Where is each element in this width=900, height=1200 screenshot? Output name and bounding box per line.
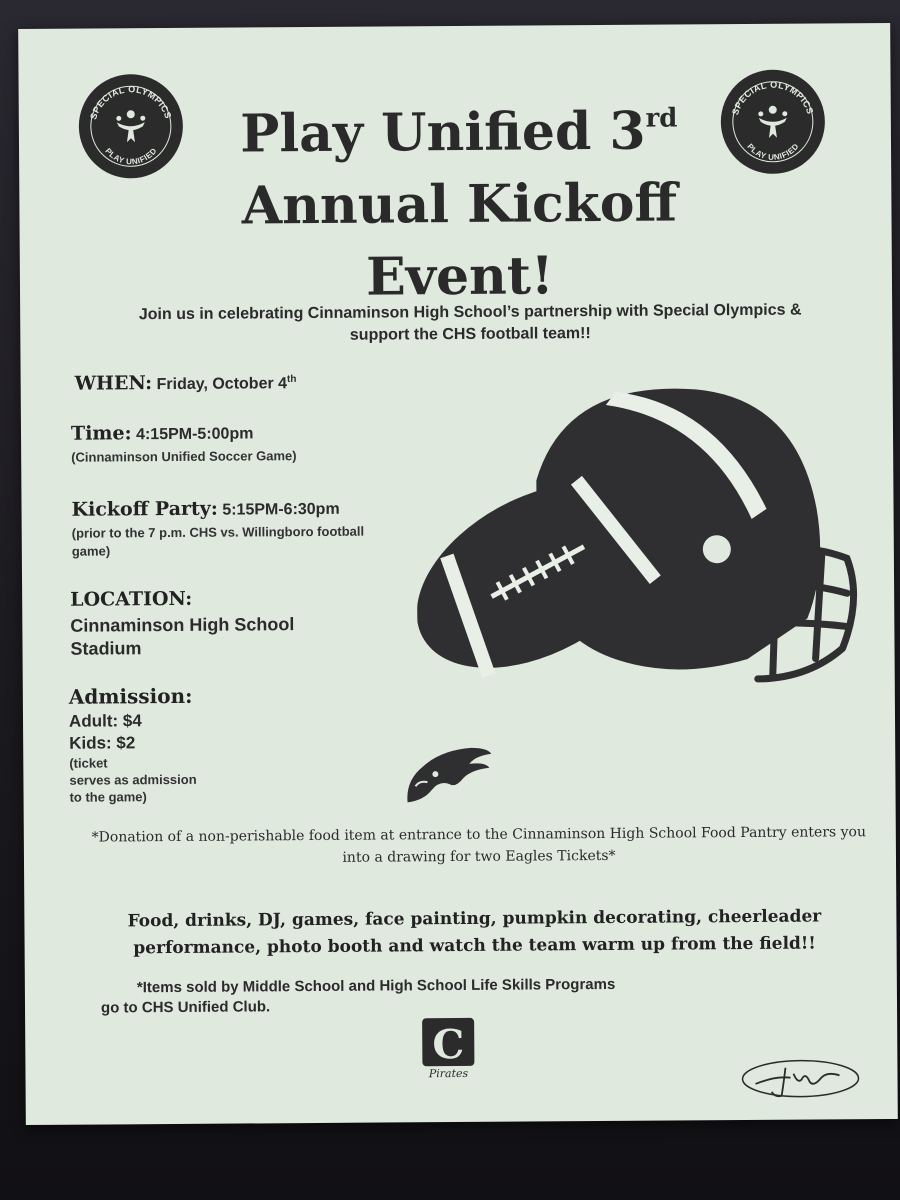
kids-price: Kids: $2 [69,733,136,753]
signature-icon [735,1053,865,1104]
time-value: 4:15PM-5:00pm [135,425,254,444]
location-value: Cinnaminson High School Stadium [70,614,295,659]
title-line-2: Annual Kickoff [241,172,678,237]
time-note: (Cinnaminson Unified Soccer Game) [71,448,297,465]
kickoff-label: Kickoff Party: [71,497,218,521]
adult-price: Adult: $4 [68,711,142,731]
admission-prices [69,710,142,755]
time-row [71,421,254,444]
flyer [18,23,898,1125]
logo-bottom-text: PLAY UNIFIED [103,146,159,167]
time-label: Time: [70,422,132,445]
school-logo-script: Pirates [428,1066,469,1081]
title-line-1: Play Unified 3rd [240,100,678,165]
kickoff-row [71,497,339,521]
admission-label: Admission: [68,683,193,709]
school-logo-icon [420,1016,476,1080]
event-title [169,82,751,315]
kickoff-note: (prior to the 7 p.m. CHS vs. Willingboro football game) [71,523,365,559]
activities-text: Food, drinks, DJ, games, face painting, pumpkin decorating, cheerleader performance, photo booth and watch the team warm up from the field!! [127,906,822,959]
eagle-logo-icon [401,744,493,807]
football-helmet-icon [416,358,868,701]
admission-note: (ticket serves as admission to the game) [69,755,197,805]
intro-text: Join us in celebrating Cinnaminson High School’s partnership with Special Olympics & support the CHS football team!! [138,301,802,344]
when-label: WHEN: [74,372,153,395]
school-logo-letter: C [432,1020,465,1069]
logo-top-text: SPECIAL OLYMPICS [730,79,816,117]
when-row [75,371,297,395]
when-value: Friday, October 4th [156,373,297,394]
kickoff-value: 5:15PM-6:30pm [222,500,340,519]
donation-note: *Donation of a non-perishable food item at entrance to the Cinnaminson High School Food Pantry enters you into a drawing for two Eagles Tickets* [91,824,867,866]
logo-top-text: SPECIAL OLYMPICS [88,84,174,121]
items-note: *Items sold by Middle School and High School Life Skills Programs go to CHS Unified Club. [100,975,616,1017]
logo-bottom-text: PLAY UNIFIED [745,141,801,162]
location-label: LOCATION: [70,587,193,611]
title-line-3: Event! [365,245,554,308]
